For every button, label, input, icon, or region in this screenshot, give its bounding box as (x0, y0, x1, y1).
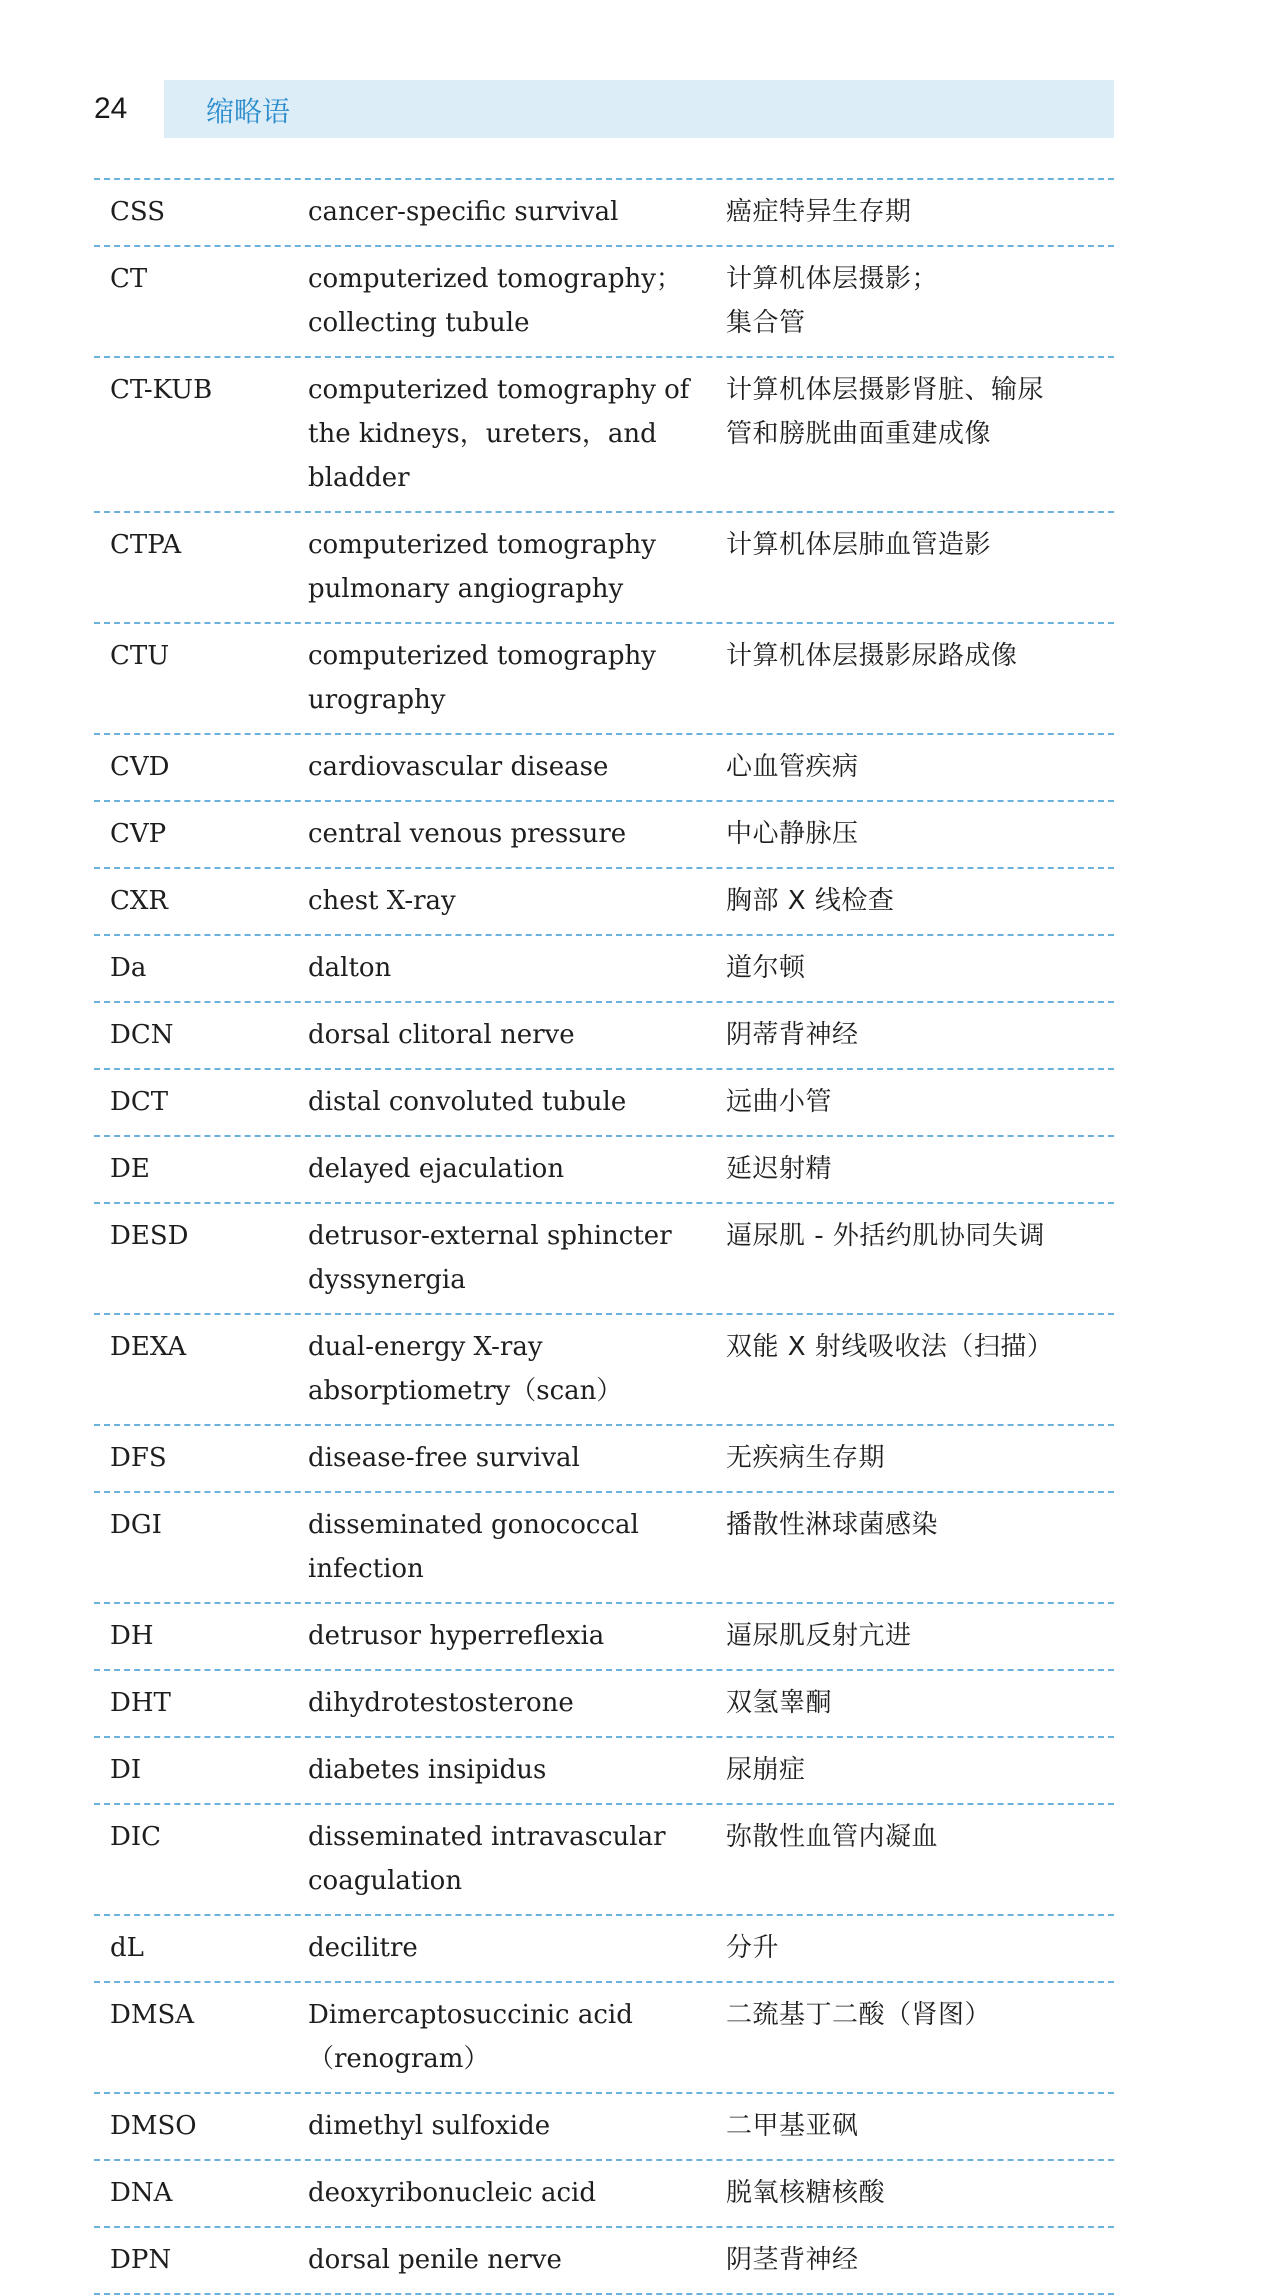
chinese-term-cell: 无疾病生存期 (726, 1443, 886, 1473)
english-term-cell: central venous pressure (308, 819, 627, 849)
table-row (94, 1493, 1114, 1604)
abbreviation-cell: CSS (110, 197, 166, 227)
table-row (94, 1671, 1114, 1738)
table-row (94, 1604, 1114, 1671)
chinese-term-cell: 远曲小管 (726, 1087, 833, 1117)
abbreviation-cell: DNA (110, 2178, 173, 2208)
table-row (94, 2161, 1114, 2228)
abbreviation-cell: DMSO (110, 2111, 197, 2141)
chinese-term-cell: 道尔顿 (726, 953, 806, 983)
table-row (94, 513, 1114, 624)
english-term-cell: deoxyribonucleic acid (308, 2178, 596, 2208)
table-row (94, 1315, 1114, 1426)
chinese-term-cell: 计算机体层摄影； 集合管 (726, 264, 939, 338)
table-row (94, 1204, 1114, 1315)
abbreviation-cell: CTU (110, 641, 170, 671)
page-header (94, 80, 1114, 138)
abbreviation-cell: CVD (110, 752, 170, 782)
abbreviation-cell: DESD (110, 1221, 189, 1251)
chinese-term-cell: 阴蒂背神经 (726, 1020, 859, 1050)
chinese-term-cell: 逼尿肌 - 外括约肌协同失调 (726, 1221, 1045, 1251)
table-row (94, 180, 1114, 247)
table-row (94, 1003, 1114, 1070)
english-term-cell: dimethyl sulfoxide (308, 2111, 551, 2141)
chinese-term-cell: 播散性淋球菌感染 (726, 1510, 939, 1540)
chinese-term-cell: 分升 (726, 1933, 780, 1963)
chinese-term-cell: 癌症特异生存期 (726, 197, 912, 227)
chinese-term-cell: 心血管疾病 (726, 752, 859, 782)
table-row (94, 247, 1114, 358)
english-term-cell: computerized tomography of the kidneys，ureters，and bladder (308, 375, 690, 493)
table-row (94, 2228, 1114, 2295)
section-title: 缩略语 (206, 95, 291, 128)
english-term-cell: Dimercaptosuccinic acid （renogram） (308, 2000, 633, 2074)
chinese-term-cell: 二甲基亚砜 (726, 2111, 859, 2141)
chinese-term-cell: 延迟射精 (726, 1154, 833, 1184)
english-term-cell: chest X-ray (308, 886, 456, 916)
english-term-cell: diabetes insipidus (308, 1755, 547, 1785)
chinese-term-cell: 双氢睾酮 (726, 1688, 833, 1718)
english-term-cell: dalton (308, 953, 392, 983)
table-row (94, 358, 1114, 513)
abbreviation-cell: DH (110, 1621, 154, 1651)
english-term-cell: computerized tomography pulmonary angiography (308, 530, 656, 604)
english-term-cell: disseminated intravascular coagulation (308, 1822, 666, 1896)
english-term-cell: disease-free survival (308, 1443, 580, 1473)
table-row (94, 1137, 1114, 1204)
table-row (94, 802, 1114, 869)
table-row (94, 1916, 1114, 1983)
table-row (94, 624, 1114, 735)
english-term-cell: dual-energy X-ray absorptiometry（scan） (308, 1332, 623, 1406)
english-term-cell: dihydrotestosterone (308, 1688, 574, 1718)
english-term-cell: computerized tomography； collecting tubule (308, 264, 682, 338)
table-row (94, 1426, 1114, 1493)
chinese-term-cell: 脱氧核糖核酸 (726, 2178, 886, 2208)
chinese-term-cell: 双能 X 射线吸收法（扫描） (726, 1332, 1054, 1362)
abbreviation-cell: dL (110, 1933, 144, 1963)
abbreviation-cell: DCN (110, 1020, 174, 1050)
abbreviation-cell: DEXA (110, 1332, 187, 1362)
english-term-cell: dorsal clitoral nerve (308, 1020, 575, 1050)
table-row (94, 1983, 1114, 2094)
abbreviation-cell: Da (110, 953, 147, 983)
table-row (94, 1738, 1114, 1805)
english-term-cell: disseminated gonococcal infection (308, 1510, 639, 1584)
table-row (94, 735, 1114, 802)
abbreviation-cell: CVP (110, 819, 167, 849)
chinese-term-cell: 中心静脉压 (726, 819, 859, 849)
abbreviation-cell: DMSA (110, 2000, 195, 2030)
chinese-term-cell: 胸部 X 线检查 (726, 886, 895, 916)
abbreviation-cell: DIC (110, 1822, 162, 1852)
abbreviation-cell: DE (110, 1154, 150, 1184)
english-term-cell: decilitre (308, 1933, 418, 1963)
chinese-term-cell: 计算机体层肺血管造影 (726, 530, 992, 560)
english-term-cell: cancer-specific survival (308, 197, 619, 227)
english-term-cell: computerized tomography urography (308, 641, 656, 715)
header-band (164, 80, 1114, 138)
english-term-cell: cardiovascular disease (308, 752, 609, 782)
chinese-term-cell: 计算机体层摄影肾脏、输尿 管和膀胱曲面重建成像 (726, 375, 1045, 449)
abbreviation-cell: CT (110, 264, 148, 294)
abbreviation-cell: CT-KUB (110, 375, 213, 405)
chinese-term-cell: 逼尿肌反射亢进 (726, 1621, 912, 1651)
abbreviation-cell: DPN (110, 2245, 172, 2275)
table-row (94, 869, 1114, 936)
chinese-term-cell: 二巯基丁二酸（肾图） (726, 2000, 992, 2030)
abbreviation-cell: DHT (110, 1688, 171, 1718)
chinese-term-cell: 弥散性血管内凝血 (726, 1822, 939, 1852)
table-row (94, 2094, 1114, 2161)
table-row (94, 1805, 1114, 1916)
english-term-cell: dorsal penile nerve (308, 2245, 562, 2275)
table-row (94, 1070, 1114, 1137)
abbreviation-cell: DCT (110, 1087, 169, 1117)
abbreviation-table (94, 178, 1114, 2295)
english-term-cell: delayed ejaculation (308, 1154, 565, 1184)
chinese-term-cell: 计算机体层摄影尿路成像 (726, 641, 1018, 671)
abbreviation-cell: DGI (110, 1510, 162, 1540)
abbreviation-cell: DFS (110, 1443, 167, 1473)
abbreviation-cell: DI (110, 1755, 142, 1785)
english-term-cell: detrusor-external sphincter dyssynergia (308, 1221, 672, 1295)
english-term-cell: distal convoluted tubule (308, 1087, 627, 1117)
english-term-cell: detrusor hyperreflexia (308, 1621, 605, 1651)
page-number: 24 (94, 92, 128, 125)
chinese-term-cell: 阴茎背神经 (726, 2245, 859, 2275)
table-row (94, 936, 1114, 1003)
abbreviation-cell: CXR (110, 886, 168, 916)
chinese-term-cell: 尿崩症 (726, 1755, 806, 1785)
abbreviation-cell: CTPA (110, 530, 182, 560)
